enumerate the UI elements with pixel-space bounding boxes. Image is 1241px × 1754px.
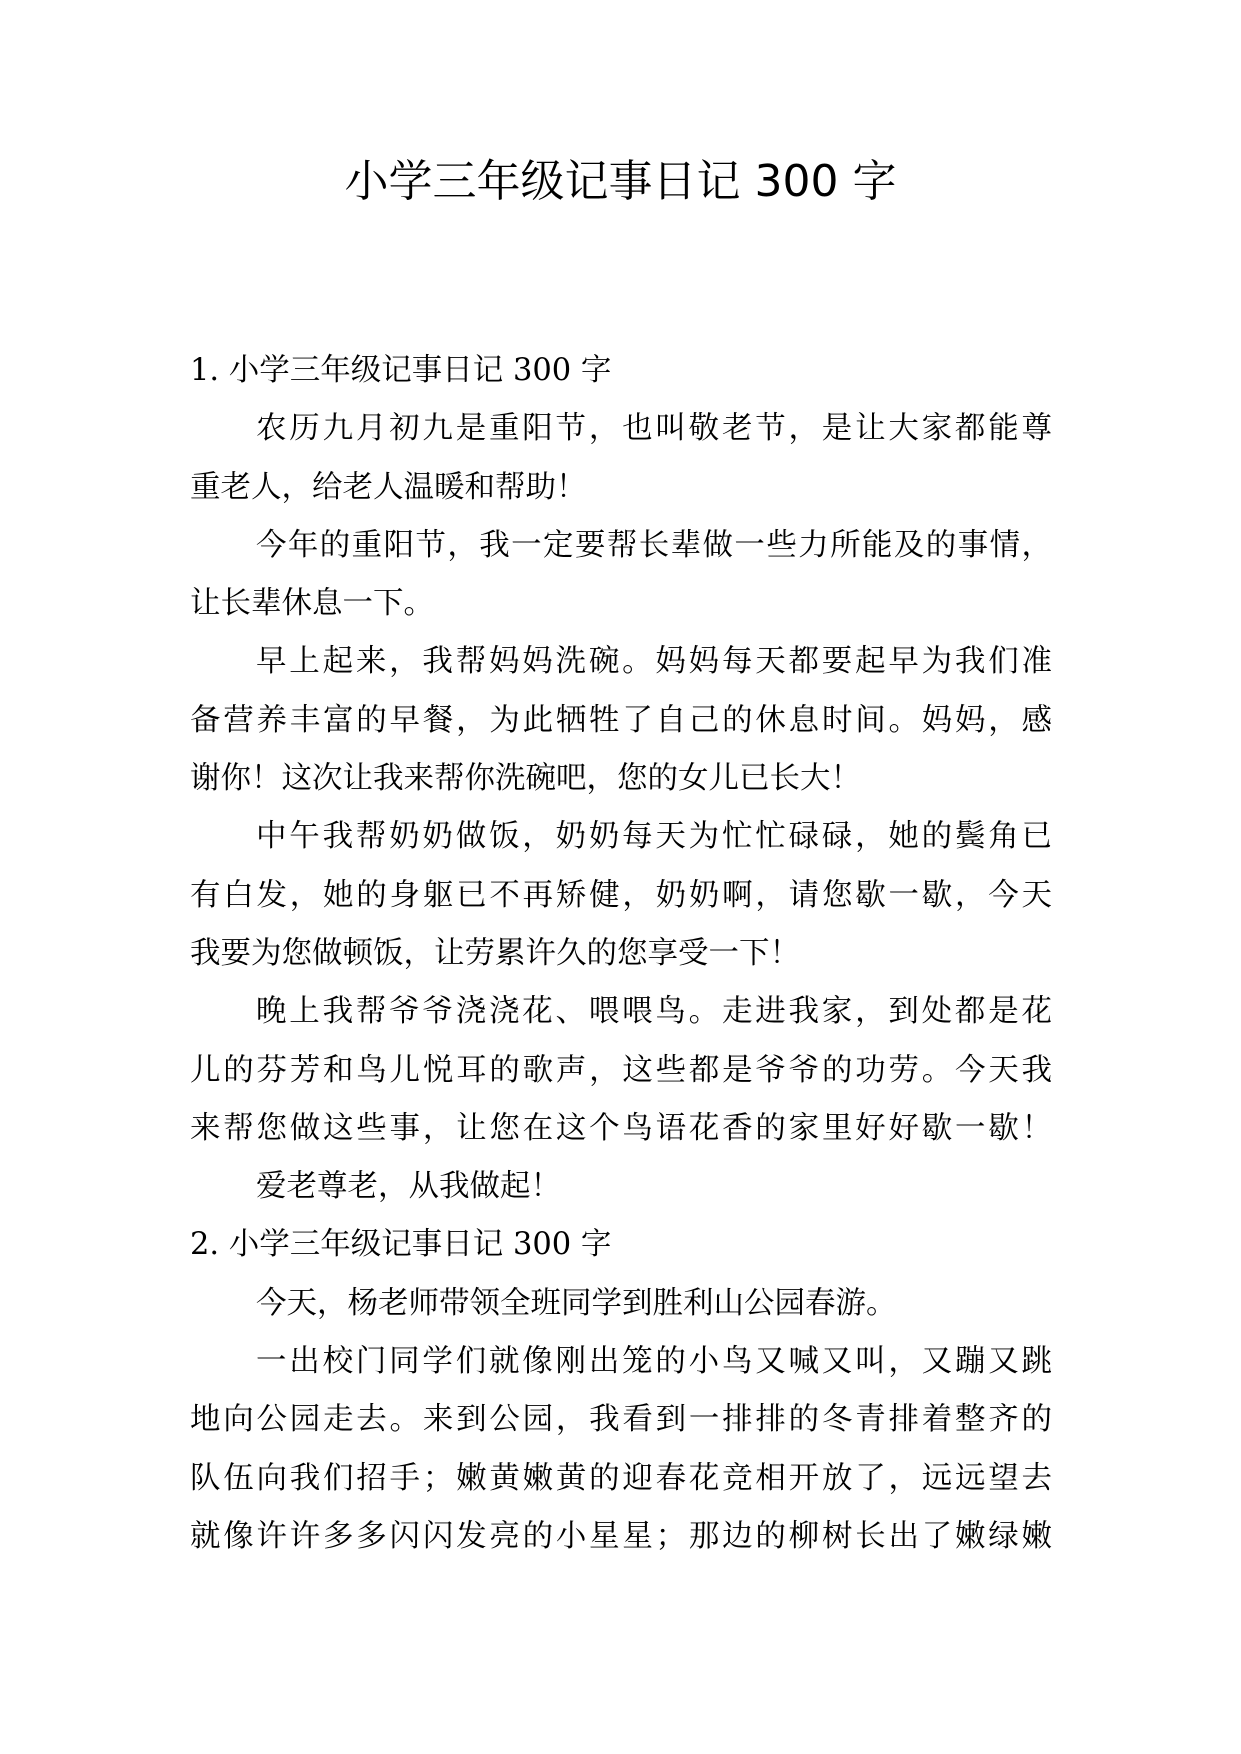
document-body (190, 342, 1052, 1566)
document-title: 小学三年级记事日记 300 字 (344, 156, 897, 207)
text-line: 我要为您做顿饭，让劳累许久的您享受一下！ (190, 935, 800, 971)
text-line: 今天，杨老师带领全班同学到胜利山公园春游。 (256, 1285, 897, 1321)
text-line: 就像许许多多闪闪发亮的小星星；那边的柳树长出了嫩绿嫩 (190, 1518, 1052, 1554)
text-line: 让长辈休息一下。 (190, 586, 434, 622)
text-line: 2. 小学三年级记事日记 300 字 (190, 1227, 612, 1263)
text-line: 来帮您做这些事，让您在这个鸟语花香的家里好好歇一歇！ (190, 1110, 1052, 1146)
text-line: 地向公园走去。来到公园，我看到一排排的冬青排着整齐的 (190, 1402, 1052, 1438)
text-line: 中午我帮奶奶做饭，奶奶每天为忙忙碌碌，她的鬓角已 (256, 819, 1052, 855)
text-line: 晚上我帮爷爷浇浇花、喂喂鸟。走进我家，到处都是花 (256, 994, 1052, 1030)
text-line: 早上起来，我帮妈妈洗碗。妈妈每天都要起早为我们准 (256, 644, 1052, 680)
text-line: 今年的重阳节，我一定要帮长辈做一些力所能及的事情， (256, 527, 1052, 563)
text-line: 备营养丰富的早餐，为此牺牲了自己的休息时间。妈妈，感 (190, 702, 1052, 738)
text-line: 爱老尊老，从我做起！ (256, 1169, 561, 1205)
text-line: 儿的芬芳和鸟儿悦耳的歌声，这些都是爷爷的功劳。今天我 (190, 1052, 1052, 1088)
text-line: 1. 小学三年级记事日记 300 字 (190, 353, 612, 388)
text-line: 一出校门同学们就像刚出笼的小鸟又喊又叫，又蹦又跳 (256, 1344, 1052, 1380)
text-line: 农历九月初九是重阳节，也叫敬老节，是让大家都能尊 (256, 411, 1052, 447)
text-line: 谢你！这次让我来帮你洗碗吧，您的女儿已长大！ (190, 761, 861, 797)
text-line: 重老人，给老人温暖和帮助！ (190, 469, 587, 505)
text-line: 队伍向我们招手；嫩黄嫩黄的迎春花竞相开放了，远远望去 (190, 1460, 1052, 1496)
text-line: 有白发，她的身躯已不再矫健，奶奶啊，请您歇一歇，今天 (190, 877, 1052, 913)
